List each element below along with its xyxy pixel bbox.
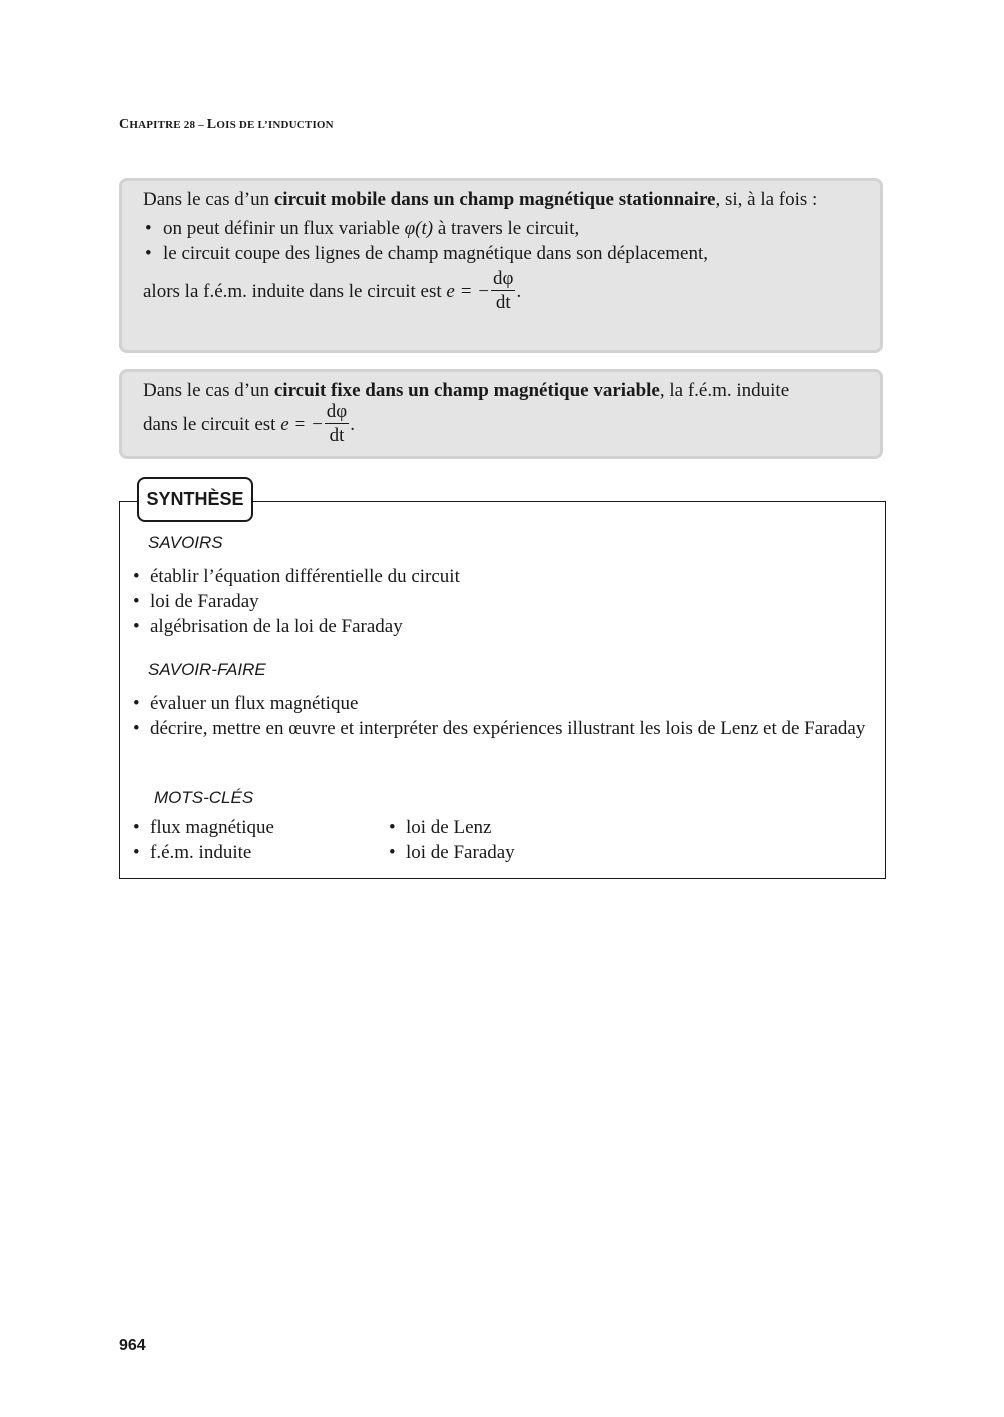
box1-conditions	[143, 216, 858, 266]
chapter-header	[119, 117, 334, 133]
condition-item: • le circuit coupe des lignes de champ magnétique dans son déplacement,	[143, 241, 858, 266]
mots-cles-col1	[133, 815, 274, 865]
keyword-item: • f.é.m. induite	[133, 840, 274, 865]
synthese-tab: SYNTHÈSE	[137, 477, 253, 522]
list-item: • loi de Faraday	[133, 589, 878, 614]
list-item: • algébrisation de la loi de Faraday	[133, 614, 878, 639]
fraction-denominator: dt	[495, 292, 511, 313]
formula-lhs: e = −	[280, 414, 324, 435]
keyword-item: • flux magnétique	[133, 815, 274, 840]
derivative-fraction	[325, 401, 349, 448]
chapter-rest: HAPITRE 28 –	[129, 119, 207, 131]
fraction-denominator: dt	[329, 425, 345, 446]
savoirs-title: SAVOIRS	[148, 533, 223, 552]
fraction-numerator: dφ	[326, 401, 348, 422]
title-initial: L	[206, 117, 217, 132]
title-rest: OIS DE L’INDUCTION	[216, 119, 334, 131]
list-item: • établir l’équation différentielle du circuit	[133, 564, 878, 589]
condition-item: • on peut définir un flux variable φ(t) à travers le circuit,	[143, 216, 858, 241]
derivative-fraction	[491, 268, 515, 315]
box1-emphasis: circuit mobile dans un champ magnétique stationnaire	[273, 189, 716, 210]
fraction-numerator: dφ	[492, 268, 514, 289]
definition-box-fixed-circuit	[119, 369, 883, 459]
box2-emphasis: circuit fixe dans un champ magnétique variable	[273, 380, 660, 401]
box1-intro: Dans le cas d’un circuit mobile dans un champ magnétique stationnaire, si, à la fois :	[143, 189, 818, 210]
list-item: • évaluer un flux magnétique	[133, 691, 878, 716]
keyword-item: • loi de Lenz	[389, 815, 515, 840]
formula-lhs: e = −	[446, 281, 490, 302]
mots-cles-title: MOTS-CLÉS	[154, 788, 254, 807]
box1-conclusion: alors la f.é.m. induite dans le circuit est e = − $\frac{d\varphi}{dt}$ .	[143, 268, 522, 313]
box2-intro: Dans le cas d’un circuit fixe dans un champ magnétique variable, la f.é.m. induite	[143, 380, 790, 401]
keyword-item: • loi de Faraday	[389, 840, 515, 865]
mots-cles-col2	[389, 815, 515, 865]
savoir-faire-list	[133, 691, 878, 741]
page-number: 964	[119, 1337, 146, 1354]
savoir-faire-title: SAVOIR-FAIRE	[148, 660, 266, 679]
definition-box-mobile-circuit	[119, 178, 883, 353]
savoirs-list	[133, 564, 878, 639]
box2-conclusion: dans le circuit est e = − $\frac{d\varphi}{dt}$ .	[143, 401, 355, 446]
chapter-prefix: C	[119, 117, 130, 132]
list-item: • décrire, mettre en œuvre et interpréter des expériences illustrant les lois de Lenz et de Faraday	[133, 716, 878, 741]
